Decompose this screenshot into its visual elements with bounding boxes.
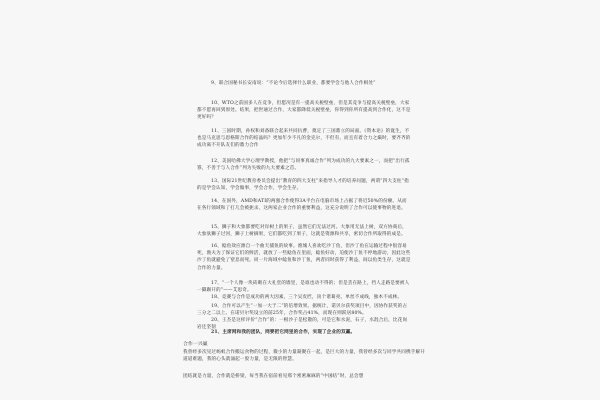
paragraph-15: 15、狮子和大象都要吃对岸树上的果子，虽然它们无法过河。大象用无法上树，双方协商后，大象驮狮子过河，狮子上树摘果，它们都吃到了果子，这就是资源和共享，密切合作所取得的成是。 bbox=[197, 225, 407, 238]
paragraph-9: 9、联合国秘书长安南说：“不论今后选择什么职业，都要学会与他人合作相处” bbox=[211, 81, 376, 86]
paragraph-essay-2: 团结就是力量，合作就是桥梁，每当我在宿前看见那个密密麻麻的“中国结”时，总会想 bbox=[183, 374, 364, 379]
paragraph-18: 18、竞赛与合作是成功的两大因素，三个吴皮匠，顶个诸葛亮。单丝不成线，独木不成林。 bbox=[211, 295, 403, 300]
paragraph-16: 16、鲶鱼效应源自一个曲天捕鱼的故事。渔城人喜欢吃沙丁鱼，但沙丁鱼在运输过程中很容易死，渔夫为了保证它们的鲜活，就放了一些鲶鱼在里面，鲶鱼好动，迫使沙丁鱼不停地游动，因此这些沙丁鱼就避免了窒息而死。同一片海域中鲶鱼和沙丁鱼，两者同时获得了利益，间以鱼类生存，这就是合作的力量。 bbox=[197, 244, 411, 271]
paragraph-20: 20、王杰是这样评价“合作”的：一根沙子是松散的，可是它和水泥，石子，水混合后，比花岗岩还坚韧 bbox=[197, 318, 408, 331]
paragraph-12: 12、美国哈佛大学心理学教授，他把“与同事真诚合作”列为成功的九大要素之一，而把“出行孤寡，不善于与人合作”列为失败的九大要素之首。 bbox=[197, 159, 410, 172]
paragraph-14: 14、在国外，AMD和ATI的两强合作使得3A平台在电脑市场上占据了将近50%的份额。从而在各行领域和了打几会被扼杀，这两家企业合作的重要利益，这充分说明了合作可以使事物的进退。 bbox=[197, 199, 407, 212]
paragraph-17: 17、“一个人像一块砖砌在大礼堂的墙里，是谁也动不得的；但是丢在路上，挡人走路是要被人一脚踢开的”——艾思奇。 bbox=[197, 281, 410, 294]
paragraph-10: 10、WTO之前国多人在竞争，但愿况是有一提高关税壁垒，但是其竞争与提高关税壁垒，大家都不愿再回到原处。结果，把世通过合作，大家都降低关税壁垒，你得到你所有提高到合作化，这不是更好吗？ bbox=[197, 101, 411, 121]
paragraph-19: 19、合作可以产生“一加一大于二”的倍增效果。据统计，诺贝尔获奖项目中，因协作获奖的占三分之二以上。在诺贝尔奖设立的前25年，合作奖占41%，而现在则跃居80%。 bbox=[197, 304, 408, 317]
paragraph-11: 11、三国时期，孙权和刘备联合起来共同抗曹，奠定了三国鼎立的局面。《资本论》的诞生，不也是马克思与恩格斯合作的结晶吗？更加年少不凡的金克尔，不但有，而且有着合力之巅时，要齐齐的成功离不开队友们的鼎力合作 bbox=[197, 129, 411, 149]
paragraph-13: 13、国际21世纪教育委员会提出“教育的四大支柱”来指导人才的培养问题，两谓“四大支柱”指的是学会认知，学会做事，学会合作，学会生存。 bbox=[197, 179, 409, 192]
section-title: 合作一兴赢 bbox=[183, 342, 208, 347]
paragraph-essay-1: 我曾经多次见过蚂蚁合作搬运食物的过程，微小的力量凝聚在一起，是巨大的力量，我曾经多次与同学共同携手解开道道难题，我的心头就涌起一股力量，是无限的智慧。 bbox=[183, 350, 425, 363]
paragraph-21: 21、主席网和我的团队，网要把它网里的合作，实现了企业的双赢。 bbox=[211, 330, 356, 335]
